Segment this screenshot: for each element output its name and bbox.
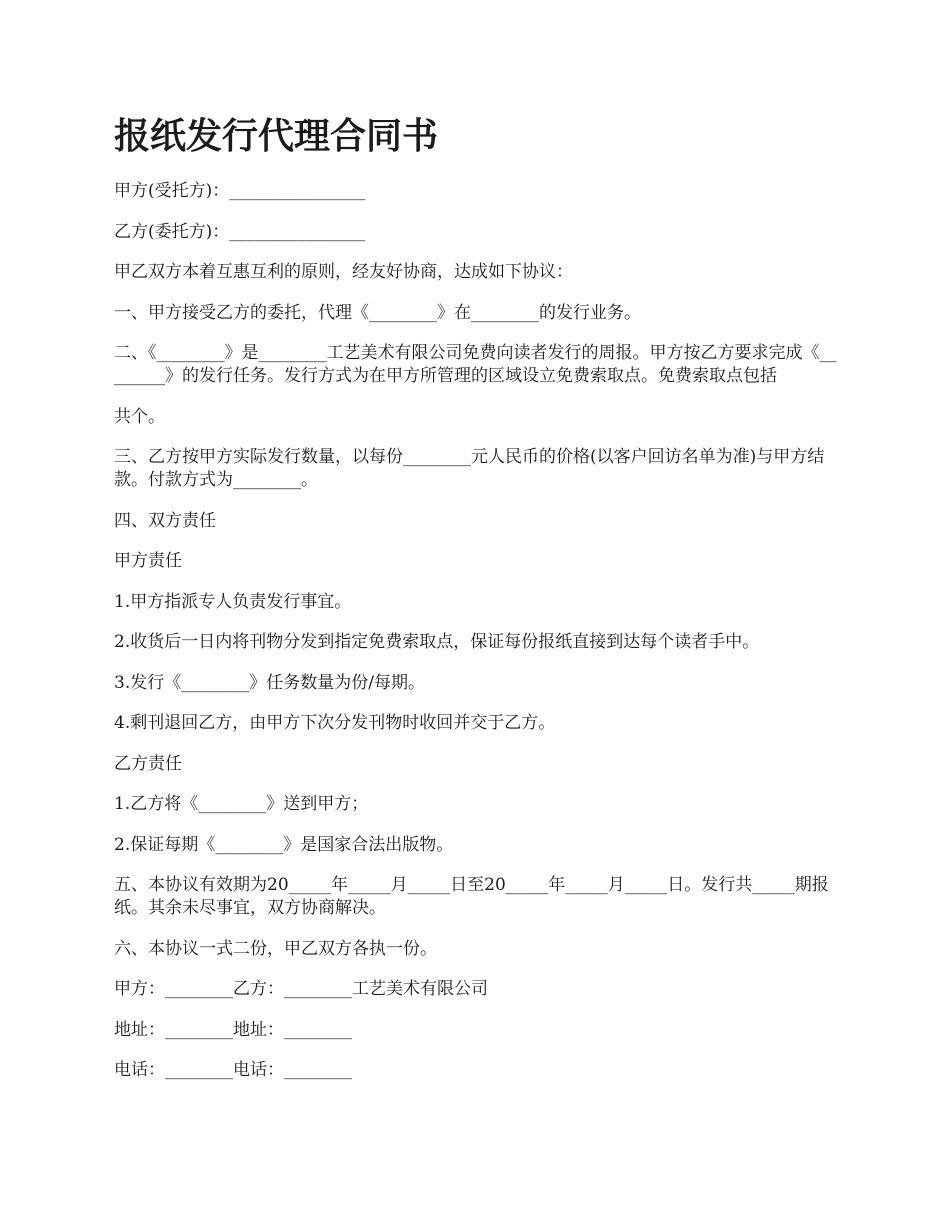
signature-phones: 电话：________电话：________ [114, 1060, 352, 1080]
document-title: 报纸发行代理合同书 [114, 115, 439, 157]
clause-3: 三、乙方按甲方实际发行数量，以每份________元人民币的价格(以客户回访名单为准)与甲方结款。付款方式为________。 [114, 447, 825, 490]
clause-2: 二、《________》是________工艺美术有限公司免费向读者发行的周报。甲方按乙方要求完成《________》的发行任务。发行方式为在甲方所管理的区域设立免费索取点。免费索取点包括 [114, 343, 837, 386]
signature-addresses: 地址：________地址：________ [114, 1019, 352, 1040]
clause-6: 六、本协议一式二份，甲乙双方各执一份。 [114, 938, 437, 959]
party-a-duty-4: 4.剩刊退回乙方，由甲方下次分发刊物时收回并交于乙方。 [114, 713, 556, 733]
party-a-duties-heading: 甲方责任 [114, 551, 182, 571]
document-page [114, 112, 842, 1100]
party-a-duty-3: 3.发行《________》任务数量为份/每期。 [114, 672, 425, 693]
clause-2-count: 共个。 [114, 406, 165, 427]
clause-5: 五、本协议有效期为20_____年_____月_____日至20_____年_____月_____日。发行共_____期报纸。其余未尽事宜，双方协商解决。 [114, 875, 829, 918]
party-a-line: 甲方(受托方)：________________ [114, 181, 366, 201]
signature-names: 甲方：________乙方：________工艺美术有限公司 [114, 979, 488, 999]
clause-1: 一、甲方接受乙方的委托，代理《________》在________的发行业务。 [114, 302, 641, 323]
party-b-duties-heading: 乙方责任 [114, 753, 182, 774]
party-b-duty-2: 2.保证每期《________》是国家合法出版物。 [114, 834, 454, 855]
preamble: 甲乙双方本着互惠互利的原则，经友好协商，达成如下协议： [114, 262, 573, 282]
party-a-duty-2: 2.收货后一日内将刊物分发到指定免费索取点，保证每份报纸直接到达每个读者手中。 [114, 632, 760, 652]
party-a-duty-1: 1.甲方指派专人负责发行事宜。 [114, 591, 352, 612]
party-b-duty-1: 1.乙方将《________》送到甲方； [114, 794, 369, 814]
clause-4-heading: 四、双方责任 [114, 510, 216, 531]
party-b-line: 乙方(委托方)：________________ [114, 221, 366, 242]
